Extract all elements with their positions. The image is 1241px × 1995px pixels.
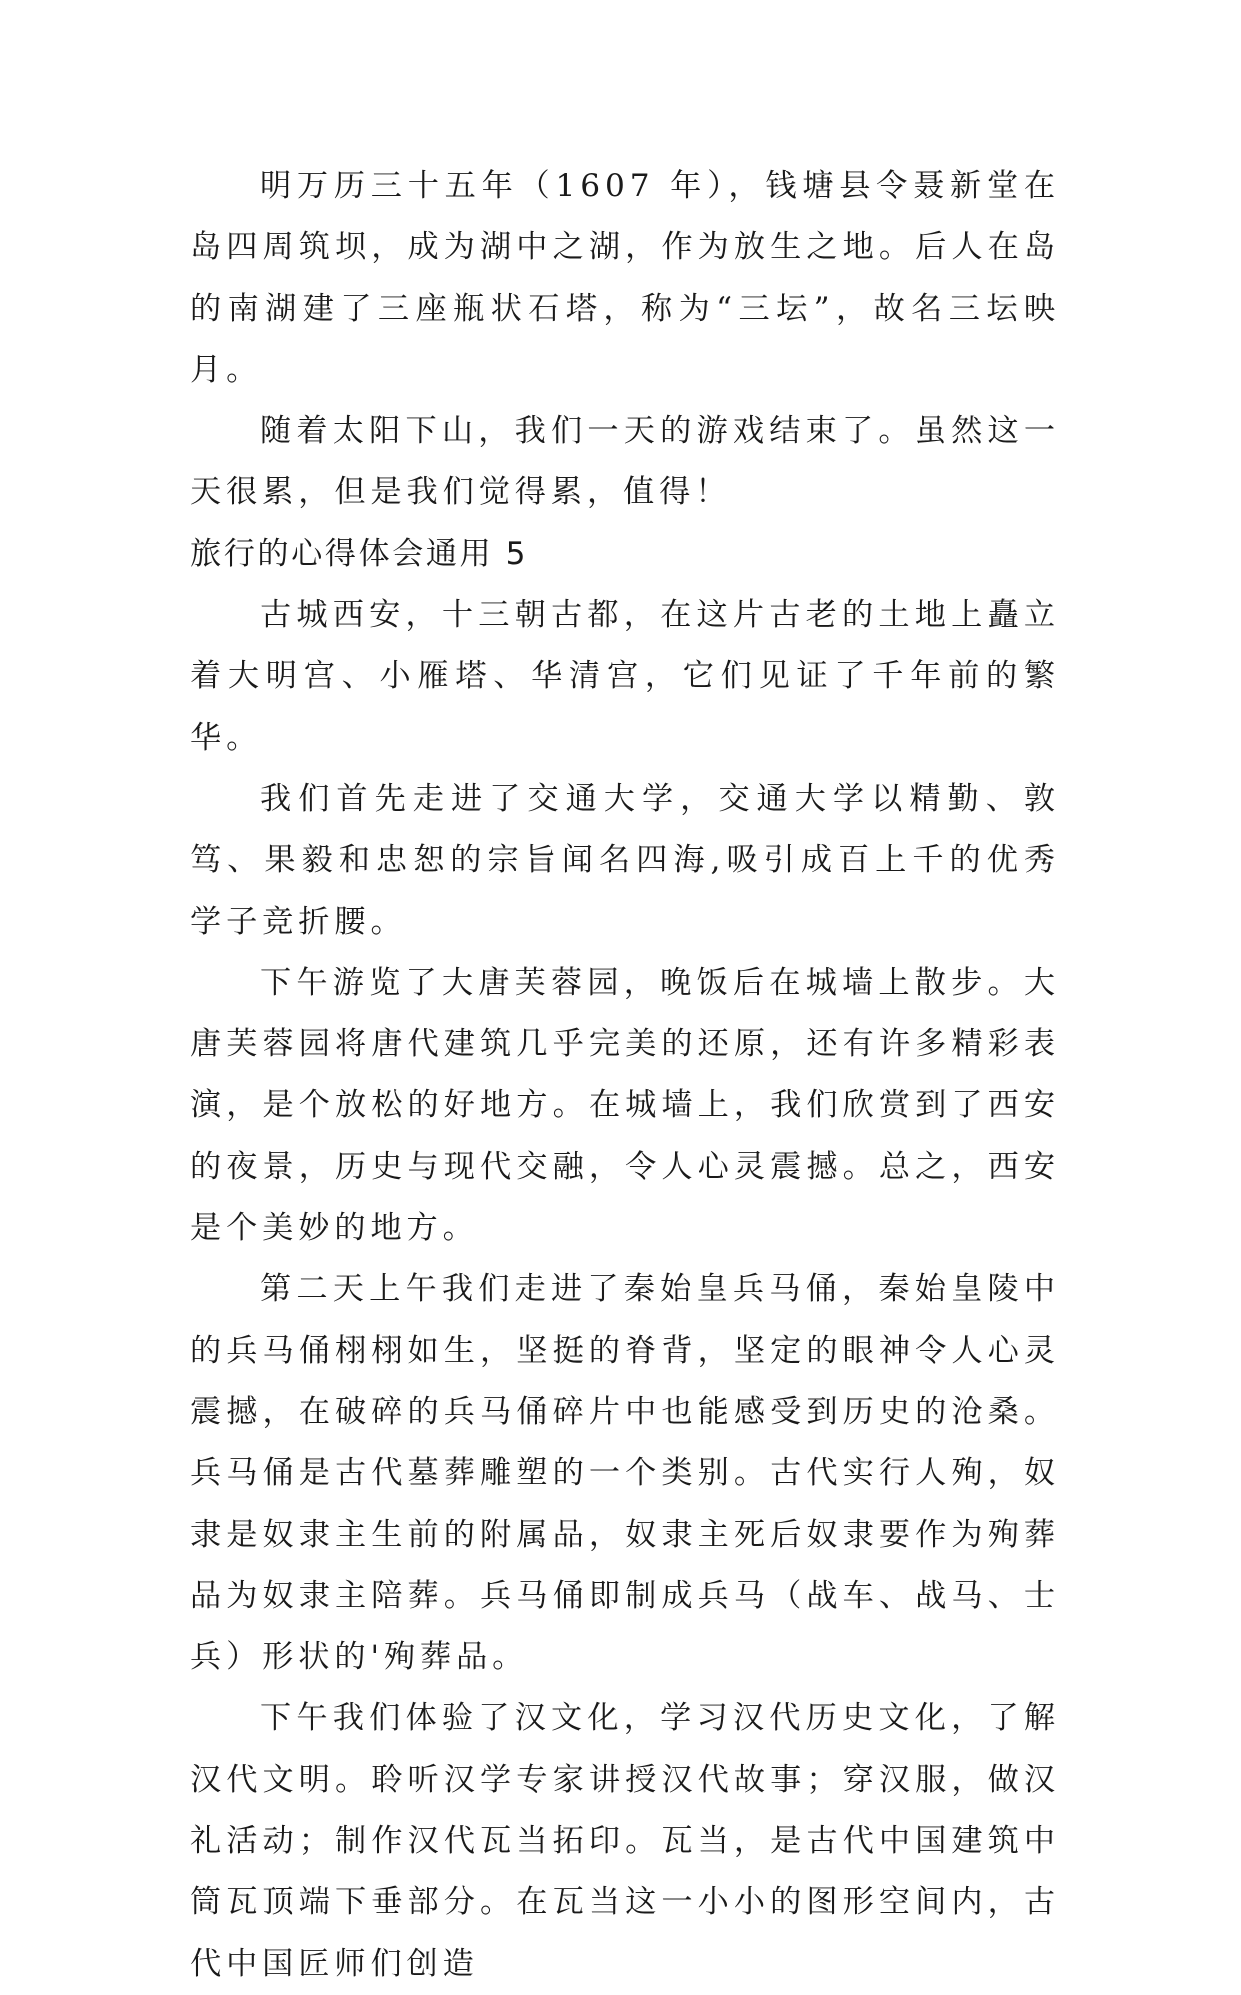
body-paragraph: 明万历三十五年（1607 年），钱塘县令聂新堂在岛四周筑坝，成为湖中之湖，作为放生之地。后人在岛的南湖建了三座瓶状石塔，称为“三坛”，故名三坛映月。 — [190, 168, 1060, 388]
body-paragraph: 第二天上午我们走进了秦始皇兵马俑，秦始皇陵中的兵马俑栩栩如生，坚挺的脊背，坚定的眼神令人心灵震撼，在破碎的兵马俑碎片中也能感受到历史的沧桑。兵马俑是古代墓葬雕塑的一个类别。古代实行人殉，奴隶是奴隶主生前的附属品，奴隶主死后奴隶要作为殉葬品为奴隶主陪葬。兵马俑即制成兵马（战车、战马、士兵）形状的'殉葬品。 — [190, 1271, 1060, 1676]
body-paragraph: 随着太阳下山，我们一天的游戏结束了。虽然这一天很累，但是我们觉得累，值得！ — [190, 413, 1060, 511]
document-body — [190, 156, 1060, 1995]
section-title: 旅行的心得体会通用 5 — [190, 535, 528, 572]
body-paragraph: 下午游览了大唐芙蓉园，晚饭后在城墙上散步。大唐芙蓉园将唐代建筑几乎完美的还原，还有许多精彩表演，是个放松的好地方。在城墙上，我们欣赏到了西安的夜景，历史与现代交融，令人心灵震撼。总之，西安是个美妙的地方。 — [190, 964, 1060, 1247]
body-paragraph: 我们首先走进了交通大学，交通大学以精勤、敦笃、果毅和忠恕的宗旨闻名四海,吸引成百上千的优秀学子竞折腰。 — [190, 780, 1060, 940]
body-paragraph: 古城西安，十三朝古都，在这片古老的土地上矗立着大明宫、小雁塔、华清宫，它们见证了千年前的繁华。 — [190, 597, 1060, 756]
body-paragraph: 下午我们体验了汉文化，学习汉代历史文化，了解汉代文明。聆听汉学专家讲授汉代故事；穿汉服，做汉礼活动；制作汉代瓦当拓印。瓦当，是古代中国建筑中筒瓦顶端下垂部分。在瓦当这一小小的图形空间内，古代中国匠师们创造 — [190, 1700, 1060, 1982]
